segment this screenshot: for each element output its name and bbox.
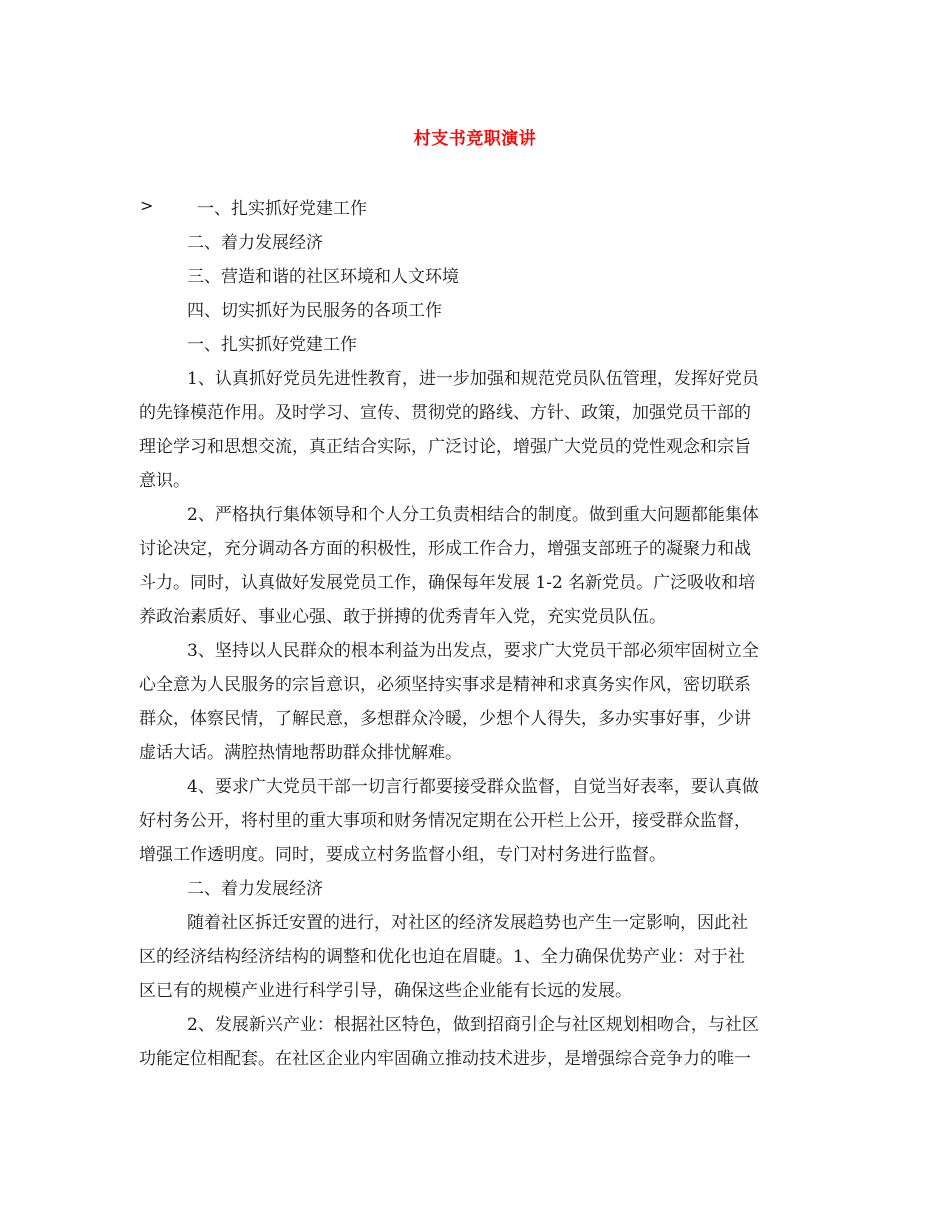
arrow-bullet-icon: > (140, 196, 154, 215)
paragraph-line: 2、严格执行集体领导和个人分工负责相结合的制度。做到重大问题都能集体 (187, 505, 759, 525)
outline-item: 四、切实抓好为民服务的各项工作 (187, 301, 442, 321)
paragraph-line: 3、坚持以人民群众的根本利益为出发点，要求广大党员干部必须牢固树立全 (187, 641, 759, 661)
document-title: 村支书竞职演讲 (413, 129, 537, 149)
paragraph-line: 虚话大话。满腔热情地帮助群众排忧解难。 (139, 743, 462, 763)
section-heading: 二、着力发展经济 (187, 879, 323, 899)
paragraph-line: 区已有的规模产业进行科学引导，确保这些企业能有长远的发展。 (139, 981, 632, 1001)
paragraph-line: 群众，体察民情，了解民意，多想群众冷暖，少想个人得失，多办实事好事，少讲 (139, 709, 751, 729)
paragraph-line: 讨论决定，充分调动各方面的积极性，形成工作合力，增强支部班子的凝聚力和战 (139, 539, 751, 559)
paragraph-line: 2、发展新兴产业：根据社区特色，做到招商引企与社区规划相吻合，与社区 (187, 1015, 759, 1035)
paragraph-line: 增强工作透明度。同时，要成立村务监督小组，专门对村务进行监督。 (139, 845, 666, 865)
paragraph-line: 1、认真抓好党员先进性教育，进一步加强和规范党员队伍管理，发挥好党员 (187, 369, 759, 389)
document-body (139, 192, 811, 1076)
outline-item: 三、营造和谐的社区环境和人文环境 (187, 267, 459, 287)
paragraph-line: 随着社区拆迁安置的进行，对社区的经济发展趋势也产生一定影响，因此社 (187, 913, 748, 933)
paragraph-line: 4、要求广大党员干部一切言行都要接受群众监督，自觉当好表率，要认真做 (187, 777, 759, 797)
paragraph-line: 心全意为人民服务的宗旨意识，必须坚持实事求是精神和求真务实作风，密切联系 (139, 675, 751, 695)
paragraph-line: 区的经济结构经济结构的调整和优化也迫在眉睫。1、全力确保优势产业：对于社 (139, 947, 745, 967)
paragraph-line: 的先锋模范作用。及时学习、宣传、贯彻党的路线、方针、政策，加强党员干部的 (139, 403, 751, 423)
paragraph-line: 斗力。同时，认真做好发展党员工作，确保每年发展 1-2 名新党员。广泛吸收和培 (139, 573, 756, 593)
outline-item: 一、扎实抓好党建工作 (197, 199, 367, 219)
paragraph-line: 理论学习和思想交流，真正结合实际，广泛讨论，增强广大党员的党性观念和宗旨 (139, 437, 751, 457)
outline-item: 二、着力发展经济 (187, 233, 323, 253)
section-heading: 一、扎实抓好党建工作 (187, 335, 357, 355)
paragraph-line: 意识。 (139, 471, 190, 491)
paragraph-line: 功能定位相配套。在社区企业内牢固确立推动技术进步，是增强综合竞争力的唯一 (139, 1049, 751, 1069)
paragraph-line: 养政治素质好、事业心强、敢于拼搏的优秀青年入党，充实党员队伍。 (139, 607, 666, 627)
paragraph-line: 好村务公开，将村里的重大事项和财务情况定期在公开栏上公开，接受群众监督， (139, 811, 751, 831)
